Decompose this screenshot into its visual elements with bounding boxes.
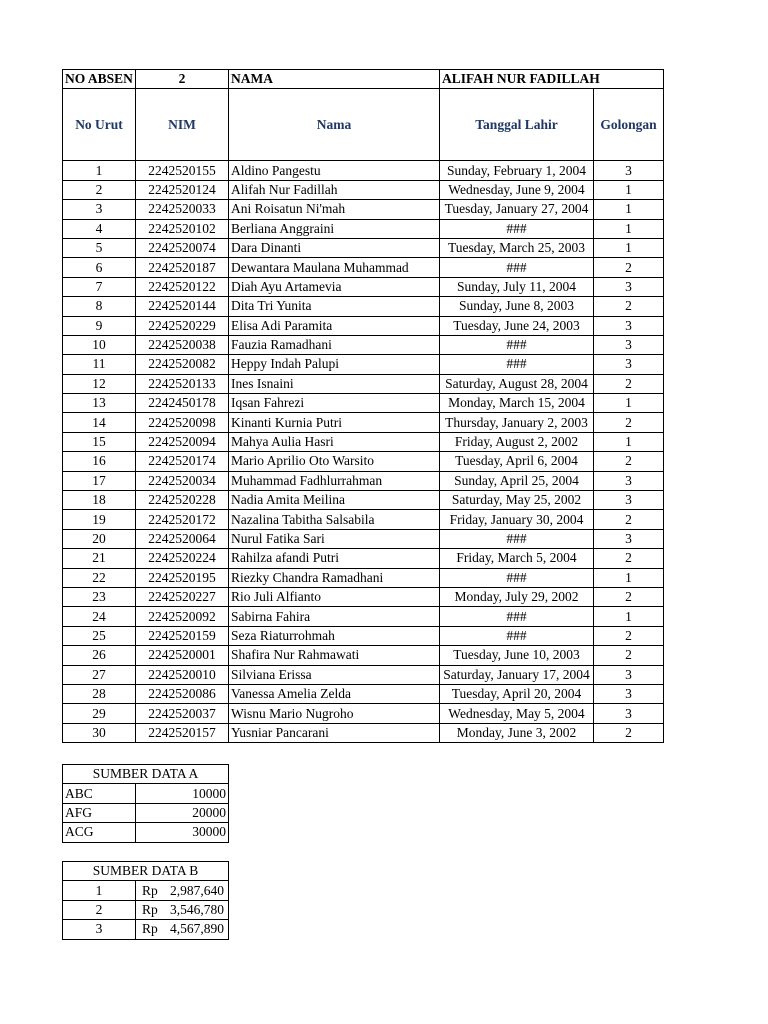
nim-cell[interactable]: 2242520098 xyxy=(136,413,229,432)
nama-cell[interactable]: Alifah Nur Fadillah xyxy=(229,180,440,199)
tanggal-lahir-cell[interactable]: Wednesday, May 5, 2004 xyxy=(440,704,594,723)
no-urut-cell[interactable]: 20 xyxy=(63,529,136,548)
sumber-b-index-cell[interactable]: 3 xyxy=(63,920,136,939)
sumber-data-a-table xyxy=(62,764,229,843)
amount-value: 2,987,640 xyxy=(170,882,224,898)
sumber-b-row xyxy=(63,881,229,900)
tanggal-lahir-cell[interactable]: ### xyxy=(440,607,594,626)
nama-cell[interactable]: Dewantara Maulana Muhammad xyxy=(229,258,440,277)
column-header-row xyxy=(63,89,664,161)
sumber-b-row xyxy=(63,920,229,939)
golongan-cell[interactable]: 2 xyxy=(594,452,664,471)
nama-cell[interactable]: Aldino Pangestu xyxy=(229,161,440,180)
tanggal-lahir-cell[interactable]: Monday, July 29, 2002 xyxy=(440,587,594,606)
golongan-cell[interactable]: 3 xyxy=(594,355,664,374)
no-urut-cell[interactable]: 18 xyxy=(63,491,136,510)
table-row xyxy=(63,549,664,568)
nama-cell[interactable]: Mario Aprilio Oto Warsito xyxy=(229,452,440,471)
table-row xyxy=(63,161,664,180)
no-urut-cell[interactable]: 3 xyxy=(63,200,136,219)
no-urut-cell[interactable]: 10 xyxy=(63,335,136,354)
sumber-a-code-cell[interactable]: AFG xyxy=(63,803,136,822)
no-urut-cell[interactable]: 28 xyxy=(63,684,136,703)
student-table-body xyxy=(63,70,664,743)
sumber-a-value-cell[interactable]: 20000 xyxy=(136,803,229,822)
no-urut-cell[interactable]: 22 xyxy=(63,568,136,587)
nama-cell[interactable]: Riezky Chandra Ramadhani xyxy=(229,568,440,587)
tanggal-lahir-cell[interactable]: Tuesday, January 27, 2004 xyxy=(440,200,594,219)
amount-value: 4,567,890 xyxy=(170,921,224,937)
sumber-b-amount-cell[interactable] xyxy=(136,900,229,919)
nim-cell[interactable]: 2242520195 xyxy=(136,568,229,587)
sumber-data-b-table xyxy=(62,861,229,940)
sumber-a-title-row xyxy=(63,765,229,784)
col-header-nim[interactable]: NIM xyxy=(136,89,229,161)
no-urut-cell[interactable]: 17 xyxy=(63,471,136,490)
golongan-cell[interactable]: 3 xyxy=(594,161,664,180)
golongan-cell[interactable]: 1 xyxy=(594,180,664,199)
table-row xyxy=(63,238,664,257)
table-row xyxy=(63,471,664,490)
nim-cell[interactable]: 2242520187 xyxy=(136,258,229,277)
golongan-cell[interactable]: 1 xyxy=(594,219,664,238)
nim-cell[interactable]: 2242520074 xyxy=(136,238,229,257)
nim-cell[interactable]: 2242520034 xyxy=(136,471,229,490)
nim-cell[interactable]: 2242520010 xyxy=(136,665,229,684)
col-header-golongan[interactable]: Golongan xyxy=(594,89,664,161)
sumber-data-b-body xyxy=(63,862,229,940)
nama-cell[interactable]: Rahilza afandi Putri xyxy=(229,549,440,568)
nim-cell[interactable]: 2242520174 xyxy=(136,452,229,471)
tanggal-lahir-cell[interactable]: ### xyxy=(440,626,594,645)
sumber-b-amount-cell[interactable] xyxy=(136,881,229,900)
golongan-cell[interactable]: 3 xyxy=(594,316,664,335)
nim-cell[interactable]: 2242520133 xyxy=(136,374,229,393)
table-row xyxy=(63,374,664,393)
tanggal-lahir-cell[interactable]: Wednesday, June 9, 2004 xyxy=(440,180,594,199)
golongan-cell[interactable]: 2 xyxy=(594,646,664,665)
currency-label: Rp xyxy=(142,901,158,917)
tanggal-lahir-cell[interactable]: Sunday, February 1, 2004 xyxy=(440,161,594,180)
table-row xyxy=(63,277,664,296)
tanggal-lahir-cell[interactable]: ### xyxy=(440,355,594,374)
nim-cell[interactable]: 2242450178 xyxy=(136,394,229,413)
no-absen-value[interactable]: 2 xyxy=(136,70,229,89)
nim-cell[interactable]: 2242520144 xyxy=(136,297,229,316)
no-urut-cell[interactable]: 23 xyxy=(63,587,136,606)
sumber-a-row xyxy=(63,823,229,842)
nama-cell[interactable]: Vanessa Amelia Zelda xyxy=(229,684,440,703)
nim-cell[interactable]: 2242520227 xyxy=(136,587,229,606)
no-urut-cell[interactable]: 15 xyxy=(63,432,136,451)
nama-cell[interactable]: Iqsan Fahrezi xyxy=(229,394,440,413)
table-row xyxy=(63,510,664,529)
nama-cell[interactable]: Dara Dinanti xyxy=(229,238,440,257)
table-row xyxy=(63,684,664,703)
golongan-cell[interactable]: 3 xyxy=(594,684,664,703)
nim-cell[interactable]: 2242520157 xyxy=(136,723,229,742)
no-urut-cell[interactable]: 29 xyxy=(63,704,136,723)
nama-value[interactable]: ALIFAH NUR FADILLAH xyxy=(440,70,664,89)
golongan-cell[interactable]: 1 xyxy=(594,394,664,413)
nama-cell[interactable]: Muhammad Fadhlurrahman xyxy=(229,471,440,490)
no-urut-cell[interactable]: 11 xyxy=(63,355,136,374)
table-row xyxy=(63,335,664,354)
nama-cell[interactable]: Yusniar Pancarani xyxy=(229,723,440,742)
col-header-tanggal-lahir[interactable]: Tanggal Lahir xyxy=(440,89,594,161)
tanggal-lahir-cell[interactable]: Tuesday, June 24, 2003 xyxy=(440,316,594,335)
nama-cell[interactable]: Rio Juli Alfianto xyxy=(229,587,440,606)
nim-cell[interactable]: 2242520092 xyxy=(136,607,229,626)
nama-cell[interactable]: Elisa Adi Paramita xyxy=(229,316,440,335)
sumber-b-row xyxy=(63,900,229,919)
golongan-cell[interactable]: 2 xyxy=(594,723,664,742)
no-urut-cell[interactable]: 19 xyxy=(63,510,136,529)
nama-cell[interactable]: Wisnu Mario Nugroho xyxy=(229,704,440,723)
amount-value: 3,546,780 xyxy=(170,901,224,917)
tanggal-lahir-cell[interactable]: Tuesday, June 10, 2003 xyxy=(440,646,594,665)
nama-cell[interactable]: Fauzia Ramadhani xyxy=(229,335,440,354)
nim-cell[interactable]: 2242520172 xyxy=(136,510,229,529)
golongan-cell[interactable]: 2 xyxy=(594,510,664,529)
nama-cell[interactable]: Shafira Nur Rahmawati xyxy=(229,646,440,665)
no-urut-cell[interactable]: 21 xyxy=(63,549,136,568)
no-urut-cell[interactable]: 30 xyxy=(63,723,136,742)
table-row xyxy=(63,568,664,587)
sumber-b-index-cell[interactable]: 2 xyxy=(63,900,136,919)
golongan-cell[interactable]: 1 xyxy=(594,432,664,451)
no-urut-cell[interactable]: 25 xyxy=(63,626,136,645)
nim-cell[interactable]: 2242520094 xyxy=(136,432,229,451)
nim-cell[interactable]: 2242520082 xyxy=(136,355,229,374)
no-urut-cell[interactable]: 7 xyxy=(63,277,136,296)
nama-cell[interactable]: Diah Ayu Artamevia xyxy=(229,277,440,296)
table-row xyxy=(63,316,664,335)
golongan-cell[interactable]: 1 xyxy=(594,200,664,219)
currency-label: Rp xyxy=(142,921,158,937)
tanggal-lahir-cell[interactable]: ### xyxy=(440,219,594,238)
sumber-b-amount-wrap xyxy=(138,901,226,919)
nama-cell[interactable]: Sabirna Fahira xyxy=(229,607,440,626)
nama-cell[interactable]: Kinanti Kurnia Putri xyxy=(229,413,440,432)
tanggal-lahir-cell[interactable]: Friday, January 30, 2004 xyxy=(440,510,594,529)
no-urut-cell[interactable]: 26 xyxy=(63,646,136,665)
col-header-nama[interactable]: Nama xyxy=(229,89,440,161)
sumber-a-code-cell[interactable]: ABC xyxy=(63,784,136,803)
table-row xyxy=(63,452,664,471)
sumber-a-row xyxy=(63,803,229,822)
nim-cell[interactable]: 2242520229 xyxy=(136,316,229,335)
table-row xyxy=(63,665,664,684)
nim-cell[interactable]: 2242520086 xyxy=(136,684,229,703)
table-row xyxy=(63,200,664,219)
sumber-b-index-cell[interactable]: 1 xyxy=(63,881,136,900)
table-row xyxy=(63,413,664,432)
tanggal-lahir-cell[interactable]: ### xyxy=(440,529,594,548)
tanggal-lahir-cell[interactable]: Tuesday, March 25, 2003 xyxy=(440,238,594,257)
golongan-cell[interactable]: 1 xyxy=(594,607,664,626)
info-row xyxy=(63,70,664,89)
nama-cell[interactable]: Nadia Amita Meilina xyxy=(229,491,440,510)
golongan-cell[interactable]: 1 xyxy=(594,238,664,257)
no-urut-cell[interactable]: 16 xyxy=(63,452,136,471)
no-urut-cell[interactable]: 2 xyxy=(63,180,136,199)
golongan-cell[interactable]: 2 xyxy=(594,549,664,568)
sumber-data-b-title[interactable]: SUMBER DATA B xyxy=(63,862,229,881)
no-urut-cell[interactable]: 14 xyxy=(63,413,136,432)
nama-cell[interactable]: Nazalina Tabitha Salsabila xyxy=(229,510,440,529)
nim-cell[interactable]: 2242520001 xyxy=(136,646,229,665)
sumber-a-row xyxy=(63,784,229,803)
nama-cell[interactable]: Mahya Aulia Hasri xyxy=(229,432,440,451)
tanggal-lahir-cell[interactable]: ### xyxy=(440,568,594,587)
sumber-b-amount-cell[interactable] xyxy=(136,920,229,939)
student-table xyxy=(62,69,664,743)
sumber-b-amount-wrap xyxy=(138,882,226,900)
nim-cell[interactable]: 2242520228 xyxy=(136,491,229,510)
tanggal-lahir-cell[interactable]: Sunday, July 11, 2004 xyxy=(440,277,594,296)
sumber-b-amount-wrap xyxy=(138,920,226,938)
table-row xyxy=(63,704,664,723)
nim-cell[interactable]: 2242520159 xyxy=(136,626,229,645)
tanggal-lahir-cell[interactable]: Monday, June 3, 2002 xyxy=(440,723,594,742)
tanggal-lahir-cell[interactable]: Thursday, January 2, 2003 xyxy=(440,413,594,432)
golongan-cell[interactable]: 2 xyxy=(594,258,664,277)
golongan-cell[interactable]: 2 xyxy=(594,413,664,432)
golongan-cell[interactable]: 2 xyxy=(594,374,664,393)
tanggal-lahir-cell[interactable]: Tuesday, April 20, 2004 xyxy=(440,684,594,703)
no-urut-cell[interactable]: 8 xyxy=(63,297,136,316)
no-urut-cell[interactable]: 12 xyxy=(63,374,136,393)
tanggal-lahir-cell[interactable]: Monday, March 15, 2004 xyxy=(440,394,594,413)
golongan-cell[interactable]: 1 xyxy=(594,568,664,587)
no-urut-cell[interactable]: 27 xyxy=(63,665,136,684)
golongan-cell[interactable]: 3 xyxy=(594,277,664,296)
sumber-b-title-row xyxy=(63,862,229,881)
nim-cell[interactable]: 2242520124 xyxy=(136,180,229,199)
no-urut-cell[interactable]: 5 xyxy=(63,238,136,257)
tanggal-lahir-cell[interactable]: Saturday, August 28, 2004 xyxy=(440,374,594,393)
tanggal-lahir-cell[interactable]: ### xyxy=(440,258,594,277)
nim-cell[interactable]: 2242520224 xyxy=(136,549,229,568)
no-urut-cell[interactable]: 4 xyxy=(63,219,136,238)
nama-label[interactable]: NAMA xyxy=(229,70,440,89)
tanggal-lahir-cell[interactable]: Sunday, April 25, 2004 xyxy=(440,471,594,490)
table-row xyxy=(63,529,664,548)
table-row xyxy=(63,491,664,510)
tanggal-lahir-cell[interactable]: Friday, March 5, 2004 xyxy=(440,549,594,568)
table-row xyxy=(63,646,664,665)
tanggal-lahir-cell[interactable]: ### xyxy=(440,335,594,354)
col-header-no-urut[interactable]: No Urut xyxy=(63,89,136,161)
sumber-a-code-cell[interactable]: ACG xyxy=(63,823,136,842)
nama-cell[interactable]: Ines Isnaini xyxy=(229,374,440,393)
golongan-cell[interactable]: 3 xyxy=(594,529,664,548)
table-row xyxy=(63,607,664,626)
golongan-cell[interactable]: 2 xyxy=(594,587,664,606)
table-row xyxy=(63,432,664,451)
table-row xyxy=(63,180,664,199)
nama-cell[interactable]: Nurul Fatika Sari xyxy=(229,529,440,548)
table-row xyxy=(63,258,664,277)
tanggal-lahir-cell[interactable]: Friday, August 2, 2002 xyxy=(440,432,594,451)
golongan-cell[interactable]: 3 xyxy=(594,335,664,354)
golongan-cell[interactable]: 3 xyxy=(594,471,664,490)
table-row xyxy=(63,219,664,238)
golongan-cell[interactable]: 2 xyxy=(594,297,664,316)
sumber-data-a-title[interactable]: SUMBER DATA A xyxy=(63,765,229,784)
sumber-a-value-cell[interactable]: 10000 xyxy=(136,784,229,803)
nim-cell[interactable]: 2242520155 xyxy=(136,161,229,180)
nama-cell[interactable]: Heppy Indah Palupi xyxy=(229,355,440,374)
table-row xyxy=(63,394,664,413)
tanggal-lahir-cell[interactable]: Sunday, June 8, 2003 xyxy=(440,297,594,316)
nama-cell[interactable]: Ani Roisatun Ni'mah xyxy=(229,200,440,219)
sumber-data-a-body xyxy=(63,765,229,843)
nim-cell[interactable]: 2242520102 xyxy=(136,219,229,238)
golongan-cell[interactable]: 3 xyxy=(594,665,664,684)
nama-cell[interactable]: Dita Tri Yunita xyxy=(229,297,440,316)
table-row xyxy=(63,355,664,374)
nim-cell[interactable]: 2242520037 xyxy=(136,704,229,723)
golongan-cell[interactable]: 3 xyxy=(594,491,664,510)
nama-cell[interactable]: Silviana Erissa xyxy=(229,665,440,684)
golongan-cell[interactable]: 3 xyxy=(594,704,664,723)
tanggal-lahir-cell[interactable]: Saturday, May 25, 2002 xyxy=(440,491,594,510)
table-row xyxy=(63,626,664,645)
currency-label: Rp xyxy=(142,882,158,898)
nama-cell[interactable]: Berliana Anggraini xyxy=(229,219,440,238)
table-row xyxy=(63,297,664,316)
no-urut-cell[interactable]: 1 xyxy=(63,161,136,180)
no-urut-cell[interactable]: 13 xyxy=(63,394,136,413)
table-row xyxy=(63,587,664,606)
nama-cell[interactable]: Seza Riaturrohmah xyxy=(229,626,440,645)
nim-cell[interactable]: 2242520038 xyxy=(136,335,229,354)
table-row xyxy=(63,723,664,742)
tanggal-lahir-cell[interactable]: Saturday, January 17, 2004 xyxy=(440,665,594,684)
tanggal-lahir-cell[interactable]: Tuesday, April 6, 2004 xyxy=(440,452,594,471)
no-urut-cell[interactable]: 6 xyxy=(63,258,136,277)
no-absen-label[interactable]: NO ABSEN xyxy=(63,70,136,89)
nim-cell[interactable]: 2242520122 xyxy=(136,277,229,296)
no-urut-cell[interactable]: 9 xyxy=(63,316,136,335)
no-urut-cell[interactable]: 24 xyxy=(63,607,136,626)
nim-cell[interactable]: 2242520033 xyxy=(136,200,229,219)
golongan-cell[interactable]: 2 xyxy=(594,626,664,645)
sumber-a-value-cell[interactable]: 30000 xyxy=(136,823,229,842)
nim-cell[interactable]: 2242520064 xyxy=(136,529,229,548)
